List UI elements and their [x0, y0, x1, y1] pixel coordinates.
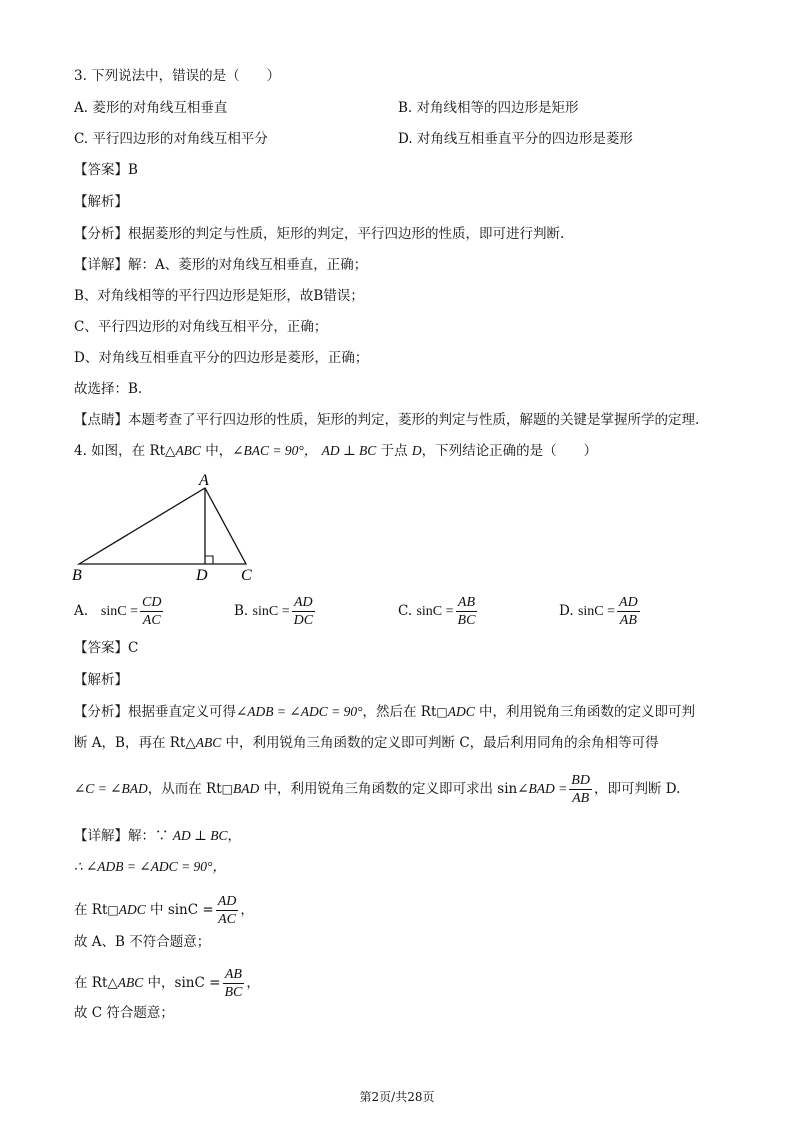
q3-detail-line: D、对角线互相垂直平分的四边形是菱形，正确； — [74, 350, 369, 366]
q3-detail-line: 【详解】解：A、菱形的对角线互相垂直，正确； — [74, 257, 368, 273]
q3-option-d: D. 对角线互相垂直平分的四边形是菱形 — [398, 131, 633, 147]
q4-answer: 【答案】C — [74, 640, 139, 656]
math: ∠ADB = ∠ADC = 90° — [236, 704, 363, 719]
vertex-label-d: D — [196, 567, 208, 584]
fraction-numerator: AD — [619, 595, 638, 610]
q3-analysis-tag: 【解析】 — [74, 194, 128, 210]
q4-stem-math: AD ⊥ BC — [321, 443, 377, 458]
vertex-label-c: C — [241, 567, 252, 584]
text: ，然后在 Rt — [362, 704, 437, 720]
text: 【分析】根据垂直定义可得 — [74, 704, 236, 720]
q4-stem-text: ，下列结论正确的是（ ） — [421, 443, 598, 459]
q3-stem: 3. 下列说法中，错误的是（ ） — [74, 68, 281, 84]
option-label: C. — [398, 603, 413, 619]
fraction — [216, 893, 239, 928]
math: ABC — [117, 975, 144, 990]
q3-option-c: C. 平行四边形的对角线互相平分 — [74, 131, 268, 147]
q4-stem-math: D — [411, 443, 422, 458]
text: 中，利用锐角三角函数的定义即可求出 sin — [259, 781, 518, 797]
q4-stem-math: ABC — [175, 443, 201, 458]
q3-fenxi: 【分析】根据菱形的判定与性质，矩形的判定，平行四边形的性质，即可进行判断. — [74, 226, 565, 242]
fraction-denominator: DC — [293, 613, 314, 628]
q4-detail-line: ∴ ∠ADB = ∠ADC = 90°， — [74, 859, 226, 874]
text: ， — [240, 902, 254, 918]
text: 【详解】解：∵ — [74, 828, 173, 844]
q3-option-a: A. 菱形的对角线互相垂直 — [74, 100, 228, 116]
q4-fenxi-line — [74, 772, 680, 807]
option-label: A. — [74, 603, 89, 619]
q3-detail-line: C、平行四边形的对角线互相平分，正确； — [74, 319, 328, 335]
option-label: D. — [559, 603, 574, 619]
q4-detail-line: 故 C 符合题意； — [74, 1005, 174, 1021]
math: ∠C = ∠BAD — [74, 781, 148, 796]
q4-detail-line — [74, 966, 260, 1001]
text: 中，利用锐角三角函数的定义即可判断 C，最后利用同角的余角相等可得 — [221, 735, 659, 751]
fraction-denominator: BC — [224, 985, 243, 1000]
q3-detail-line: 故选择：B. — [74, 381, 143, 397]
text: ，从而在 Rt — [147, 781, 222, 797]
option-func: sinC = — [577, 604, 616, 619]
box-glyph: □ — [107, 903, 119, 917]
q4-detail-line — [74, 826, 241, 846]
text: ， — [246, 975, 260, 991]
box-glyph: □ — [436, 705, 448, 719]
text: 断 A，B，再在 Rt△ — [74, 735, 196, 751]
triangle-abc — [79, 488, 246, 564]
math: ADC — [447, 704, 475, 719]
q4-option-c — [398, 594, 479, 629]
fraction-numerator: CD — [142, 595, 162, 610]
q4-detail-line: 故 A、B 不符合题意； — [74, 934, 211, 950]
option-func: sinC = — [100, 604, 138, 619]
text: 在 Rt△ — [74, 975, 118, 991]
text: ，即可判断 D. — [593, 781, 681, 797]
text: 中 sinC = — [145, 902, 214, 918]
fraction-numerator: AD — [293, 595, 313, 610]
q4-stem — [74, 441, 597, 461]
q3-dianjing: 【点睛】本题考查了平行四边形的性质，矩形的判定，菱形的判定与性质，解题的关键是掌握所学的定理. — [74, 412, 700, 428]
option-label: B. — [234, 603, 249, 619]
option-func: sinC = — [416, 604, 454, 619]
math: ADC — [118, 902, 146, 917]
q4-fenxi-line — [74, 702, 695, 722]
fraction-numerator: AB — [457, 595, 476, 610]
fraction — [222, 966, 244, 1001]
page-footer: 第2页/共28页 — [359, 1090, 435, 1104]
q3-answer: 【答案】B — [74, 162, 138, 178]
math: ∠BAD = — [517, 781, 568, 796]
option-func: sinC = — [252, 604, 290, 619]
text: 中，sinC = — [143, 975, 221, 991]
fraction-denominator: AB — [619, 613, 637, 628]
q4-option-b — [234, 594, 317, 629]
q4-detail-line — [74, 893, 254, 928]
fraction-numerator: BD — [571, 773, 590, 788]
q4-stem-math: ∠BAC = 90°， — [232, 443, 318, 458]
q3-option-b: B. 对角线相等的四边形是矩形 — [398, 100, 579, 116]
fraction-denominator: AC — [142, 613, 161, 628]
q4-option-a — [74, 594, 165, 629]
option-fraction — [140, 594, 163, 629]
vertex-label-a: A — [199, 472, 209, 489]
q4-stem-text: 4. 如图，在 Rt△ — [74, 443, 176, 459]
math: BAD — [232, 781, 260, 796]
q4-stem-text: 于点 — [376, 443, 412, 459]
vertex-label-b: B — [72, 567, 82, 584]
option-fraction — [292, 594, 315, 629]
fraction — [569, 772, 592, 807]
text: ， — [227, 828, 241, 844]
option-fraction — [617, 594, 640, 629]
q3-detail-line: B、对角线相等的平行四边形是矩形，故B错误； — [74, 288, 364, 304]
q4-option-d — [559, 594, 642, 629]
math: AD ⊥ BC — [172, 828, 228, 843]
fraction-denominator: AB — [572, 791, 590, 806]
q4-fenxi-line — [74, 733, 659, 753]
text: 中，利用锐角三角函数的定义即可判 — [474, 704, 696, 720]
q4-analysis-tag: 【解析】 — [74, 672, 128, 688]
right-angle-mark — [205, 556, 213, 564]
q4-stem-text: 中， — [200, 443, 233, 459]
math: ABC — [195, 735, 222, 750]
triangle-figure — [66, 470, 266, 586]
fraction-numerator: AB — [224, 967, 242, 982]
fraction-numerator: AD — [217, 894, 237, 909]
fraction-denominator: BC — [457, 613, 476, 628]
box-glyph: □ — [221, 782, 233, 796]
text: 在 Rt — [74, 902, 108, 918]
fraction-denominator: AC — [218, 912, 236, 927]
option-fraction — [456, 594, 478, 629]
